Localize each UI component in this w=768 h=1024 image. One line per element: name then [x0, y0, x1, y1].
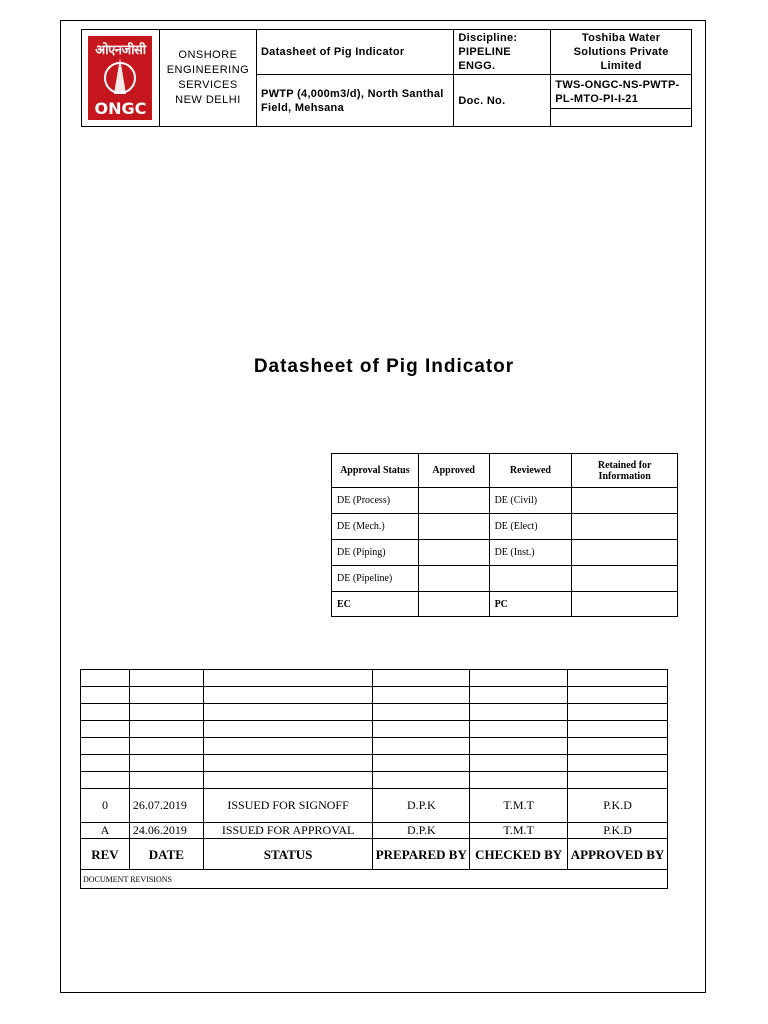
rev-cell — [373, 670, 470, 687]
approval-cell: DE (Piping) — [332, 540, 419, 566]
rev-cell — [129, 704, 203, 721]
header-doc-title: Datasheet of Pig Indicator — [256, 30, 453, 75]
approval-cell: DE (Process) — [332, 488, 419, 514]
rev-cell — [470, 772, 568, 789]
rev-cell — [81, 704, 130, 721]
rev-cell — [568, 670, 668, 687]
rev-cell — [568, 721, 668, 738]
rev-cell — [81, 670, 130, 687]
rev-cell — [470, 721, 568, 738]
rev-cell — [129, 772, 203, 789]
doc-no-label: Doc. No. — [454, 75, 551, 127]
org-line: SERVICES — [178, 79, 238, 91]
rev-number: 0 — [81, 789, 130, 823]
rev-status: ISSUED FOR SIGNOFF — [203, 789, 373, 823]
rev-cell — [373, 687, 470, 704]
rev-cell — [203, 704, 373, 721]
rev-header: DATE — [129, 839, 203, 870]
rev-cell — [203, 721, 373, 738]
rev-cell — [568, 687, 668, 704]
rev-header: PREPARED BY — [373, 839, 470, 870]
revision-header-row — [81, 839, 668, 870]
logo-hindi-text: ओएनजीसी — [95, 43, 146, 58]
approval-cell — [572, 592, 678, 617]
rev-cell — [373, 721, 470, 738]
approval-cell: DE (Mech.) — [332, 514, 419, 540]
rev-cell — [373, 704, 470, 721]
approval-table — [331, 453, 678, 617]
revision-table — [80, 669, 668, 889]
rev-cell — [470, 670, 568, 687]
doc-no-value: TWS-ONGC-NS-PWTP-PL-MTO-PI-I-21 — [551, 75, 692, 108]
approval-cell — [572, 540, 678, 566]
approval-cell: PC — [489, 592, 572, 617]
company-name: Toshiba Water Solutions Private Limited — [551, 30, 692, 75]
approval-cell — [418, 540, 489, 566]
approval-cell: DE (Inst.) — [489, 540, 572, 566]
rev-cell — [373, 772, 470, 789]
organization-name — [159, 30, 256, 127]
rev-prepared: D.P.K — [373, 789, 470, 823]
discipline-value: ENGG. — [458, 60, 496, 73]
project-name: PWTP (4,000m3/d), North Santhal Field, Mehsana — [256, 75, 453, 127]
approval-cell: EC — [332, 592, 419, 617]
rev-cell — [470, 687, 568, 704]
revision-row — [81, 823, 668, 839]
rev-cell — [129, 670, 203, 687]
approval-header: Approved — [418, 454, 489, 488]
rev-date: 24.06.2019 — [129, 823, 203, 839]
document-header — [81, 29, 692, 127]
rev-header: STATUS — [203, 839, 373, 870]
approval-header: Retained for Information — [572, 454, 678, 488]
rev-cell — [373, 738, 470, 755]
rev-cell — [203, 738, 373, 755]
main-title: Datasheet of Pig Indicator — [253, 356, 515, 377]
document-revisions-label: DOCUMENT REVISIONS — [81, 870, 668, 889]
rev-cell — [81, 755, 130, 772]
rev-cell — [568, 704, 668, 721]
rev-cell — [129, 755, 203, 772]
rev-cell — [203, 670, 373, 687]
rev-cell — [203, 687, 373, 704]
rev-checked: T.M.T — [470, 823, 568, 839]
discipline-cell — [454, 30, 551, 75]
rev-cell — [470, 755, 568, 772]
rev-prepared: D.P.K — [373, 823, 470, 839]
rev-cell — [568, 772, 668, 789]
rev-cell — [568, 755, 668, 772]
rev-cell — [203, 755, 373, 772]
logo-english-text: ONGC — [94, 99, 147, 118]
rev-cell — [470, 704, 568, 721]
org-line: NEW DELHI — [175, 94, 241, 106]
approval-cell: DE (Elect) — [489, 514, 572, 540]
rev-cell — [81, 721, 130, 738]
approval-cell: DE (Pipeline) — [332, 566, 419, 592]
approval-header: Approval Status — [332, 454, 419, 488]
approval-cell — [418, 592, 489, 617]
ongc-logo — [88, 36, 152, 120]
rev-cell — [81, 687, 130, 704]
discipline-label: Discipline: — [458, 32, 518, 45]
rev-number: A — [81, 823, 130, 839]
approval-cell — [572, 566, 678, 592]
approval-cell: DE (Civil) — [489, 488, 572, 514]
rev-header: CHECKED BY — [470, 839, 568, 870]
rev-cell — [129, 738, 203, 755]
rev-cell — [568, 738, 668, 755]
rev-status: ISSUED FOR APPROVAL — [203, 823, 373, 839]
rev-cell — [129, 721, 203, 738]
oil-derrick-icon — [114, 58, 126, 94]
revision-row — [81, 789, 668, 823]
rev-header: REV — [81, 839, 130, 870]
approval-header: Reviewed — [489, 454, 572, 488]
rev-cell — [203, 772, 373, 789]
approval-cell — [572, 488, 678, 514]
rev-approved: P.K.D — [568, 823, 668, 839]
approval-cell — [418, 566, 489, 592]
approval-cell — [418, 488, 489, 514]
approval-cell — [572, 514, 678, 540]
approval-cell — [489, 566, 572, 592]
discipline-value: PIPELINE — [458, 46, 511, 59]
rev-header: APPROVED BY — [568, 839, 668, 870]
rev-approved: P.K.D — [568, 789, 668, 823]
rev-cell — [81, 772, 130, 789]
org-line: ONSHORE — [178, 49, 238, 61]
rev-cell — [373, 755, 470, 772]
approval-cell — [418, 514, 489, 540]
rev-cell — [470, 738, 568, 755]
rev-date: 26.07.2019 — [129, 789, 203, 823]
org-line: ENGINEERING — [166, 64, 250, 76]
logo-cell — [82, 30, 160, 127]
rev-cell — [81, 738, 130, 755]
rev-cell — [129, 687, 203, 704]
empty-cell — [551, 108, 692, 126]
rev-checked: T.M.T — [470, 789, 568, 823]
